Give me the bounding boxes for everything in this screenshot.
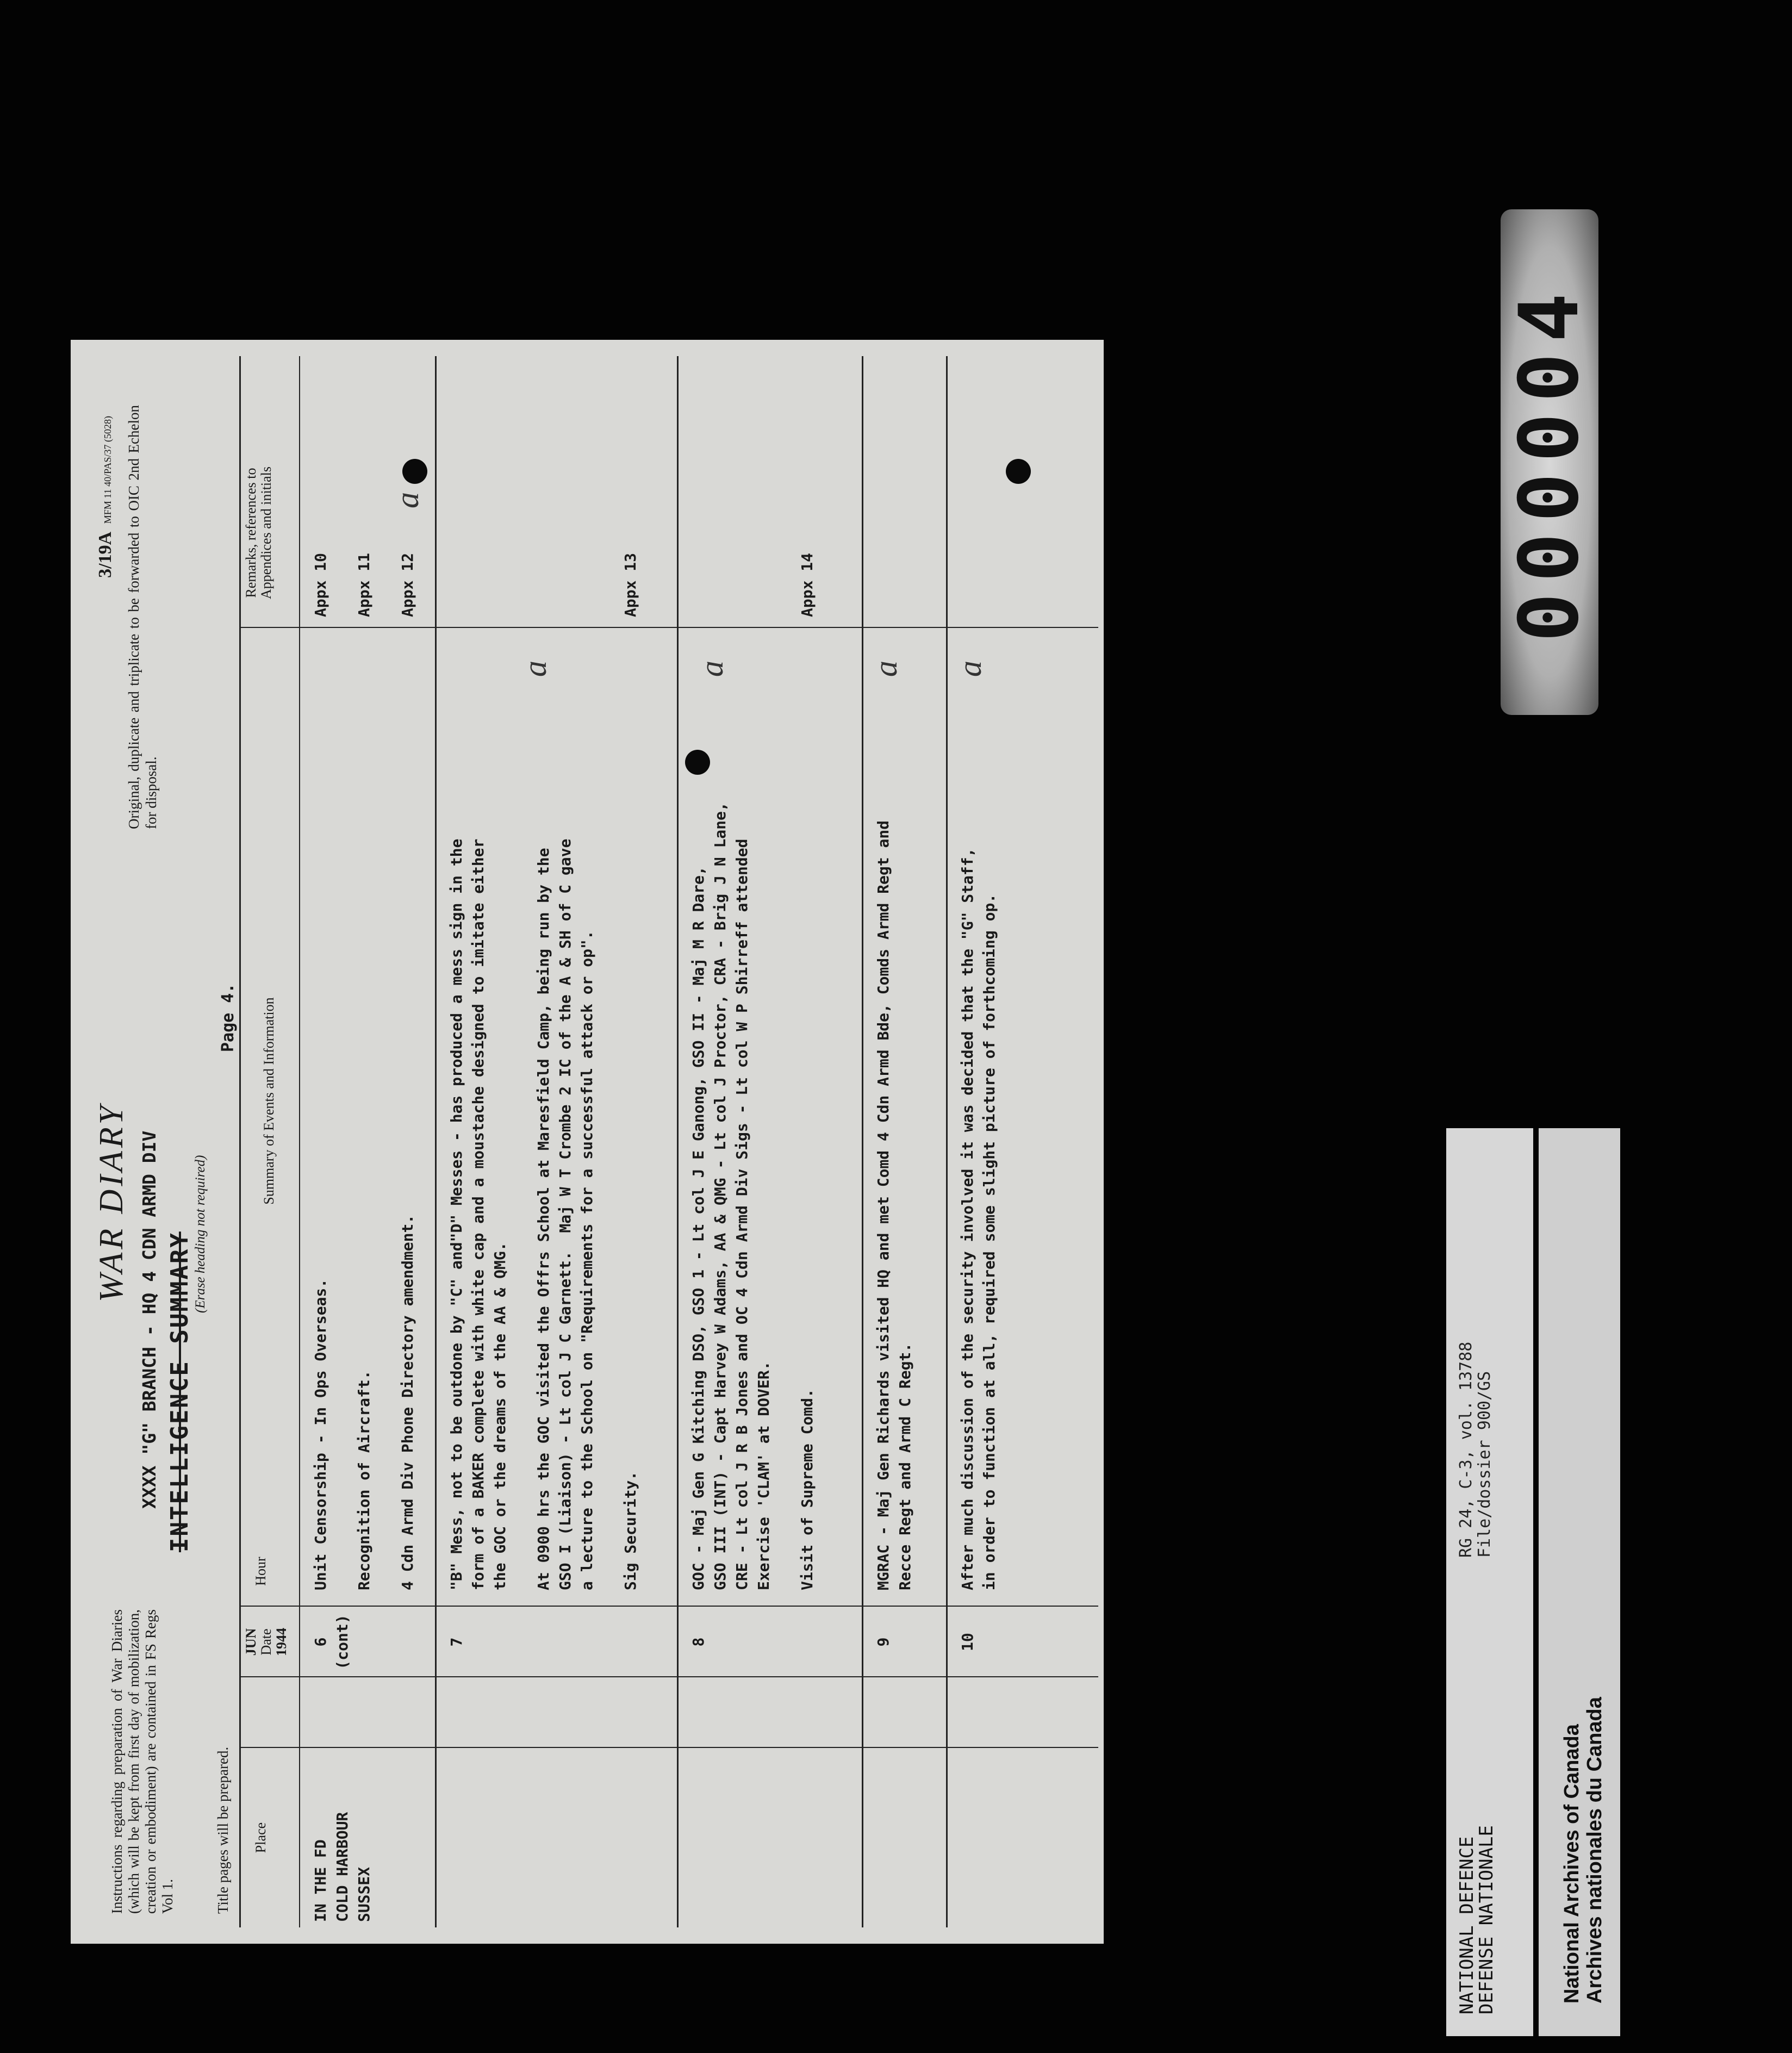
erase-note: (Erase heading not required) (193, 1155, 208, 1313)
col-date-label: Date (258, 1628, 274, 1656)
punch-hole (1006, 459, 1031, 484)
hour-col-rule (239, 1606, 1098, 1607)
entry-remarks: Appx 10 Appx 11 Appx 12 (312, 552, 416, 617)
date-col-rule (239, 1676, 1098, 1677)
place-col-rule (239, 1747, 1098, 1748)
entry-initial: a (952, 661, 988, 677)
entry-rule-4 (946, 356, 948, 1927)
entry-text: Unit Censorship - In Ops Overseas. Recognition of Aircraft. 4 Cdn Armd Div Phone Directory amendment. (312, 1214, 416, 1590)
disposal-note: Original, duplicate and triplicate to be forwarded to OIC 2nd Echelon for disposal. (126, 405, 159, 829)
form-code (95, 416, 116, 578)
summary-col-rule (239, 627, 1098, 628)
entry-initial: a (868, 661, 904, 677)
archives-name: National Archives of Canada Archives nationales du Canada (1560, 1697, 1606, 2004)
film-frame-number (1501, 209, 1598, 715)
form-code-small: MFM 11 40/PAS/37 (5028) (102, 416, 113, 524)
col-hour: Hour (253, 1557, 269, 1586)
entry-initial: a (694, 661, 730, 677)
entry-rule-1 (435, 356, 437, 1927)
col-summary: Summary of Events and Information (261, 997, 277, 1205)
table-top-rule (239, 356, 241, 1927)
entry-date: 8 (689, 1637, 707, 1647)
entry-text: MGRAC - Maj Gen Richards visited HQ and met Comd 4 Cdn Armd Bde, Comds Armd Regt and Recce Regt and Armd C Regt. (874, 820, 914, 1590)
defence-name: NATIONAL DEFENCE DEFENSE NATIONALE (1456, 1825, 1497, 2014)
entry-date: 6 (cont) (312, 1614, 351, 1670)
defence-label (1446, 1128, 1533, 2036)
diary-title: WAR DIARY (93, 1102, 130, 1302)
entry-date: 7 (447, 1637, 465, 1647)
form-code-main: 3/19A (95, 532, 115, 578)
film-number-text: 000004 (1502, 282, 1597, 642)
punch-hole (685, 750, 710, 775)
col-date-year: 1944 (273, 1628, 289, 1656)
page-number: Page 4. (219, 983, 238, 1052)
entry-date: 9 (874, 1637, 892, 1647)
col-date-month: JUN (243, 1628, 259, 1656)
file-reference: RG 24, C-3, vol. 13788 File/dossier 900/GS (1457, 1341, 1494, 1558)
entry-date: 10 (959, 1633, 976, 1651)
title-pages-note: Title pages will be prepared. (215, 1746, 231, 1914)
col-date (244, 1609, 289, 1675)
col-place: Place (253, 1822, 269, 1853)
entry-text: GOC - Maj Gen G Kitching DSO, GSO 1 - Lt col J E Ganong, GSO II - Maj M R Dare, GSO III (INT) - Capt Harvey W Adams, AA & QMG - Lt col J Proctor, CRA - Brig J N Lane, CRE - Lt col J R B Jones and OC 4 Cdn Armd Div Sigs - Lt col W P Shirreff attended Exercise 'CLAM' at DOVER. Visit of Supreme Comd. (689, 802, 816, 1590)
war-diary-sheet (71, 340, 1104, 1944)
entry-initial: a (517, 661, 553, 677)
diary-heading: XXXX "G" BRANCH - HQ 4 CDN ARMD DIV (139, 1130, 160, 1509)
instructions-note: Instructions regarding preparation of War Diaries (which will be kept from first day of mobilization, creation or embodiment) are contained in FS Regs Vol 1. (109, 1609, 176, 1914)
defence-label-rotated (1446, 1128, 1533, 2036)
col-remarks: Remarks, references to Appendices and initials (243, 466, 274, 600)
archives-label (1539, 1128, 1620, 2036)
header-rule (299, 356, 300, 1927)
punch-hole (402, 459, 427, 484)
entry-remarks: Appx 14 (798, 552, 816, 617)
entry-rule-2 (677, 356, 679, 1927)
entry-remarks: Appx 13 (621, 552, 639, 617)
entry-initial: a (389, 492, 425, 508)
diary-sheet-frame (71, 340, 1104, 1944)
archives-label-rotated (1539, 1128, 1620, 2036)
summary-heading: INTELLIGENCE SUMMARY (166, 1231, 194, 1552)
entry-rule-3 (862, 356, 863, 1927)
entry-text: "B" Mess, not to be outdone by "C" and"D" Messes - has produced a mess sign in the form of a BAKER complete with white cap and a moustache designed to imitate either the GOC or the dreams of the AA & QMG. At 0900 hrs the GOC visited the Offrs School at Maresfield Camp, being run by the GSO I (Liaison) - Lt col J C Garnett. Maj W T Crombe 2 IC of the A & SH of C gave a lecture to the School on "Requirements for a successful attack or op". Sig Security. (447, 838, 639, 1590)
place-text: IN THE FD COLD HARBOUR SUSSEX (312, 1812, 373, 1922)
entry-text: After much discussion of the security involved it was decided that the "G" Staff, in order to function at all, required some slight picture of forthcoming op. (959, 848, 998, 1590)
